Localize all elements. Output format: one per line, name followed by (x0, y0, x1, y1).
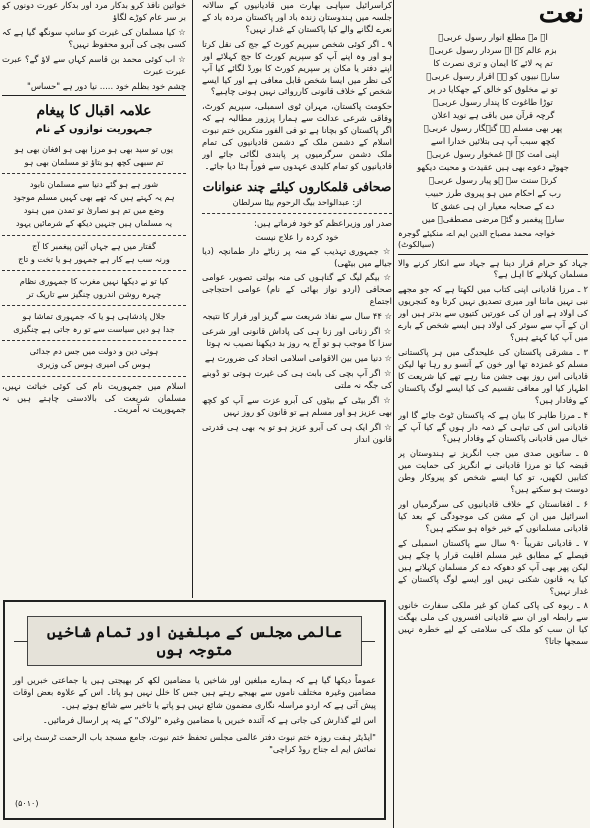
poem-line: کیا تو نے دیکھا نہیں مغرب کا جمہوری نظام (19, 275, 169, 286)
divider (2, 95, 186, 96)
divider (202, 213, 392, 214)
poem-line: جلال پادشاہی ہو یا کہ جمہوری تماشا ہو (22, 311, 166, 322)
paragraph: چشم خود بظلم خود ..... نیا دور ہے "حساس" (26, 80, 186, 91)
poem-line: ہوس کی امیری ہوس کی وزیری (37, 359, 151, 370)
poem-line: توڑا طاغوت کا پندار رسول عربیؐ (433, 96, 553, 107)
list-item: ☆ دنیا میں بین الاقوامی اسلامی اتحاد کی ضرورت ہے (204, 353, 392, 364)
list-item: ☆ بیگم لیگ کے گناہوں کی منہ بولتی تصویر، عوامی صحافی (اردو نواز بھائی کے نام) عوامی احتجاجی اجتماع (202, 272, 392, 307)
poem-line: چہرہ روشن اندروں چنگیز سے تاریک تر (26, 288, 162, 299)
notice-number: (۵۰۱۰) (15, 799, 39, 808)
poem-line: یوں تو سید بھی ہو مرزا بھی ہو افغان بھی ہو (14, 143, 174, 154)
poem-line: کرنہ سنت سے ہو پیار رسول عربیؐ (429, 174, 557, 185)
sahafi-intro: صدر اور وزیراعظم کو خود فرماتے ہیں: (254, 217, 392, 228)
iqbal-subtitle: جمہوریت نوازوں کے نام (35, 123, 153, 135)
list-item-text: ۴۴ سال سے نفاذ شریعت سے گریز اور فرار کا نتیجہ (202, 311, 382, 322)
poem-line: جھوٹے دعوے بھی ہیں عقیدت و محبت دیکھو (417, 161, 569, 172)
paragraph: عموماً دیکھا گیا ہے کہ ہمارے مبلغین اور شاخیں یا مضامین لکھ کر بھیجتی ہیں یا جماعتی خبریں اور مضامین وغیرہ مختلف ناموں سے بھیجے رہتے ہیں جس کا خلل نہیں ہو پاتا۔ اس کے علاوہ بعض اوقات پیش آتی ہے کہ اردو مراسلہ نگاری مضمون شائع نہیں ہو پاتے یا تاخیر سے شائع ہوتے ہیں۔ (13, 675, 376, 710)
column-divider (192, 0, 193, 598)
list-item-text: جمہوری تہذیب کے منہ پر زناٹے دار طمانچہ (دیا جیالے میں بیٹھی) (202, 245, 392, 268)
poem-line: یہ مسلماں ہیں جنہیں دیکھ کے شرمائیں یہود (16, 218, 172, 229)
paragraph: حکومت پاکستان، مہران ٹوی اسمبلی، سپریم کورٹ، وفاقی شرعی عدالت سے ہمارا پرزور مطالبہ ہے کہ اگر پاکستان کو بچانا ہے تو فی الفور منکرین ختم نبوت اسلام کے دشمن ملک کے دشمن قادیانیوں کی تمام ملک دشمن سرگرمیوں پر پابندی لگائی جائے اور قادیانیوں کو تمام کلیدی عہدوں سے فوراً ہٹا دیا جائے۔ (202, 101, 392, 171)
paragraph: خواتین نافذ کرو بدکار مرد اور بدکار عورت دونوں کو بر سر عام کوڑے لگاؤ (2, 0, 186, 22)
notice-banner: عالمی مجلس کے مبلغین اور تمام شاخیں متوجہ ہوں (27, 616, 362, 666)
poem-line: تو نے مخلوق کو خالق کے جھکایا در پر (428, 83, 558, 94)
divider (2, 173, 186, 174)
iqbal-title: علامہ اقبال کا پیغام (36, 103, 152, 120)
list-item: ☆ کیا مسلمان کی غیرت کو سانپ سونگھ گیا ہے کہ کسی بچی کی آبرو محفوظ نہیں؟ (2, 26, 186, 49)
poem-line: کچھ سبب آپ ہی بتلائیں خدارا اسے (430, 135, 556, 146)
divider (2, 376, 186, 377)
right-column (398, 0, 588, 828)
poem-line: وضع میں تم ہو نصاریٰ تو تمدن میں ہنود (23, 205, 165, 216)
paragraph: اس لئے گذارش کی جاتی ہے کہ آئندہ خبریں یا مضامین وغیرہ "لولاک" کے پتہ پر ارسال فرمائیں۔ (42, 715, 376, 726)
naat-title: نعت (538, 0, 584, 29)
poem-line: تم پہ لائے کا ایمان و تری نصرت کا (433, 57, 553, 68)
poem-line: ہوئی دین و دولت میں جس دم جدائی (29, 346, 159, 357)
poem-line: دے کے صحابہ معیار ان ہی عشق کا (431, 200, 555, 211)
list-item: ☆ اگر زنانی اور زنا ہی کی پاداش قانونی اور شرعی سزا کا موجب ہو تو آج یہ روز بد دیکھنا نصیب نہ ہوتا (202, 326, 392, 349)
poem-line: ہم یہ کہتے ہیں کہ تھے بھی کہیں مسلم موجود (13, 192, 175, 203)
list-item-text: اگر آپ بچی کی بابت ہی کی غیرت ہوتی تو ڈوبنے کی جگہ نہ ملتی (202, 367, 392, 390)
divider (2, 270, 186, 271)
paragraph: ۹ ـ اگر کوئی شخص سپریم کورٹ کے جج کی نقل کرتا ہو اور وہ اپنے آپ کو سپریم کورٹ کا جج کہلائے اور اپنے دفتر یا مکان پر سپریم کورٹ کا بورڈ لگائے کیا آپ کی نظر میں ایسا شخص قابل معافی ہے اور کیا ایسے شخص کے خلاف قانونی کارروائی نہیں ہونی چاہیے؟ (202, 38, 392, 97)
poem-line: شور ہے ہو گئے دنیا سے مسلمان نابود (29, 179, 159, 190)
paragraph: ۸ ـ ربوہ کی پاکی کمان کو غیر ملکی سفارت خانوں سے رابطہ اور ان سے قادیانی افسروں کی ملی بھگت کیا ان سب کو ملک کی سلامتی کے لیے خطرہ نہیں سمجھا جاتا؟ (398, 600, 588, 647)
list-item-text: اگر ایک ہی کی آبرو عزیز ہو تو یہ بھی ہی قدرتی قانون انداز (202, 421, 392, 444)
notice-body (13, 674, 376, 756)
notice-box (3, 600, 386, 820)
middle-column (202, 0, 392, 598)
sahafi-title: صحافی قلمکاروں کیلئے چند عنوانات (202, 178, 392, 194)
list-item: ☆ اب کوئی محمد بن قاسم کہاں سے لاؤ گے؟ عبرت عبرت عبرت (2, 53, 186, 76)
paragraph: ۲ ـ مرزا قادیانی اپنی کتاب میں لکھتا ہے کہ جو مجھے نبی نہیں مانتا اور میری تصدیق نہیں کرتا وہ کنجریوں کی اولاد ہے اور ان کی عورتیں کتیوں سے بدتر ہیں اور ان کے آپ سے سوئر کی اولاد ہیں ایسے شخص کے بارے میں آپ کیا کہتے ہیں؟ (398, 284, 588, 343)
list-item: ☆ اگر آپ بچی کی بابت ہی کی غیرت ہوتی تو ڈوبنے کی جگہ نہ ملتی (202, 367, 392, 390)
paragraph: جہاد کو حرام قرار دینا ہے جہاد سے انکار کرنے والا مسلمان کہلانے کا اہل ہے؟ (398, 257, 588, 280)
list-item: ☆ اگر بیٹی کے بیٹوں کی آبرو عزت سے آپ کو کچھ بھی عزیز ہو اور مسلم ہے تو قانون کو روز نہیں (202, 394, 392, 417)
paragraph: ۶ ـ افغانستان کے خلاف قادیانیوں کی سرگرمیاں اور اسرائیل میں ان کے مشن کی موجودگی کے بعد کیا قادیانی مسلمانوں کے خیر خواہ ہو سکتے ہیں؟ (398, 499, 588, 533)
poem-line: اپنی امت کے اے غمخوار رسول عربیؐ (426, 148, 560, 159)
poem-line: تم سبھی کچھ ہو بتاؤ تو مسلمان بھی ہو (24, 156, 164, 167)
list-item-text: دنیا میں بین الاقوامی اسلامی اتحاد کی ضرورت ہے (204, 353, 382, 364)
iqbal-poem (2, 143, 186, 372)
paragraph: کراسرائیل سپاہی بھارت میں قادیانیوں کے سالانہ جلسہ میں ہندوستان زندہ باد اور پاکستان مردہ باد کے نعرے لگانے والے کیا پاکستان کے غدار نہیں؟ (202, 0, 392, 34)
poem-line: سارے نبیوں کو ہے اقرار رسول عربیؐ (426, 70, 560, 81)
list-item-text: بیگم لیگ کے گناہوں کی منہ بولتی تصویر، عوامی صحافی (اردو نواز بھائی کے نام) عوامی احتجاجی اجتماع (202, 272, 392, 307)
list-item: ☆ جمہوری تہذیب کے منہ پر زناٹے دار طمانچہ (دیا جیالے میں بیٹھی) (202, 245, 392, 268)
naat-poem (398, 31, 588, 226)
column-divider (393, 0, 394, 828)
poem-line: جدا ہو دیں سیاست سے تو رہ جاتی ہے چنگیزی (13, 324, 175, 335)
poem-line: گرچہ قرآن میں باقی ہے نوید اعلان (431, 109, 555, 120)
notice-address: "ایڈیٹر ہفت روزہ ختم نبوت دفتر عالمی مجلس تحفظ ختم نبوت، جامع مسجد باب الرحمت ٹرسٹ پرانی نمائش ایم اے جناح روڈ کراچی" (13, 731, 376, 755)
sahafi-author: از: عبدالواحد بیگ الرحوم بیٹا سرلطان (232, 197, 362, 208)
poem-line: اے مہ مطلع انوار رسول عربیؐ (438, 31, 548, 42)
poem-line: ورنہ سب ہے کار ہے جمہور ہو یا تخت و تاج (18, 253, 170, 264)
poem-line: پھر بھی مسلم ہے گنہگار رسول عربیؐ (423, 122, 563, 133)
paragraph: ۴ ـ مرزا طاہر کا بیان ہے کہ پاکستان ٹوٹ جائے گا اور قادیانی اس کی تباہی کے ذمہ دار ہوں گے کیا آپ کے خیال میں قادیانی پاکستان کے وفادار ہیں؟ (398, 409, 588, 444)
divider (398, 254, 588, 255)
list-item-text: اگر زنانی اور زنا ہی کی پاداش قانونی اور شرعی سزا کا موجب ہو تو آج یہ روز بد دیکھنا نصیب نہ ہوتا (202, 326, 392, 349)
naat-byline: خواجہ محمد مصباح الدین ایم اے، منکیئے گوجرہ (سیالکوٹ) (398, 228, 556, 250)
divider (2, 305, 186, 306)
poem-line: رب کے احکام میں ہو پیروی طرز حبیب (425, 187, 561, 198)
left-column (2, 0, 186, 598)
paragraph: ۷ ـ قادیانی تقریباً ۹۰ سال سے پاکستان اسمبلی کے فیصلے کے مطابق غیر مسلم اقلیت قرار پا چکے ہیں لیکن پھر بھی آپ کو دھوکہ دے کر مسلمان کہلاتے ہیں کیا یہ قانون شکنی نہیں اور ایسے لوگ پاکستان کے غدار نہیں؟ (398, 537, 588, 596)
divider (2, 340, 186, 341)
list-item-text: کیا مسلمان کی غیرت کو سانپ سونگھ گیا ہے کہ کسی بچی کی آبرو محفوظ نہیں؟ (2, 26, 186, 49)
divider (2, 235, 186, 236)
list-item: ☆ اگر ایک ہی کی آبرو عزیز ہو تو یہ بھی ہی قدرتی قانون انداز (202, 421, 392, 444)
list-item-text: اب کوئی محمد بن قاسم کہاں سے لاؤ گے؟ عبرت عبرت عبرت (2, 53, 186, 76)
iqbal-footer: اسلام میں جمہوریت نام کی کوئی خباثت نہیں، مسلمان شریعت کی بالادستی چاہتے ہیں نہ جمہوریت نہ آمریت۔ (2, 380, 186, 415)
sahafi-couplet: خود کردہ را علاج نیست (255, 231, 339, 242)
poem-line: گفتار میں ہے جہاں آئین پیغمبر کا آج (32, 240, 156, 251)
list-item: ☆ ۴۴ سال سے نفاذ شریعت سے گریز اور فرار کا نتیجہ (202, 311, 392, 322)
paragraph: ۵ ـ ساتویں صدی میں جب انگریز نے ہندوستان پر قبضہ کیا تو مرزا قادیانی نے انگریز کی حمایت میں کتابیں لکھیں، تو کیا ایسے شخص کو پیروکار وطن دوست ہو سکتے ہیں؟ (398, 448, 588, 495)
poem-line: بزم عالم کے اے سردار رسول عربیؐ (429, 44, 557, 55)
paragraph: ۳ ـ مشرقی پاکستان کی علیحدگی میں ہر پاکستانی مسلم کو غمزدہ تھا اور خون کے آنسو رو رہا تھا لیکن قادیانی اس روز بھی جشن منا رہے تھے کیا شریعت کا اظہار کیا اور معافی تقسیم کی کیا ایسے لوگ پاکستان کے وفادار ہیں؟ (398, 347, 588, 405)
list-item-text: اگر بیٹی کے بیٹوں کی آبرو عزت سے آپ کو کچھ بھی عزیز ہو اور مسلم ہے تو قانون کو روز نہیں (202, 394, 392, 417)
poem-line: سارے پیغمبر و گئے مرضی مصطفیؐ میں (421, 213, 565, 224)
